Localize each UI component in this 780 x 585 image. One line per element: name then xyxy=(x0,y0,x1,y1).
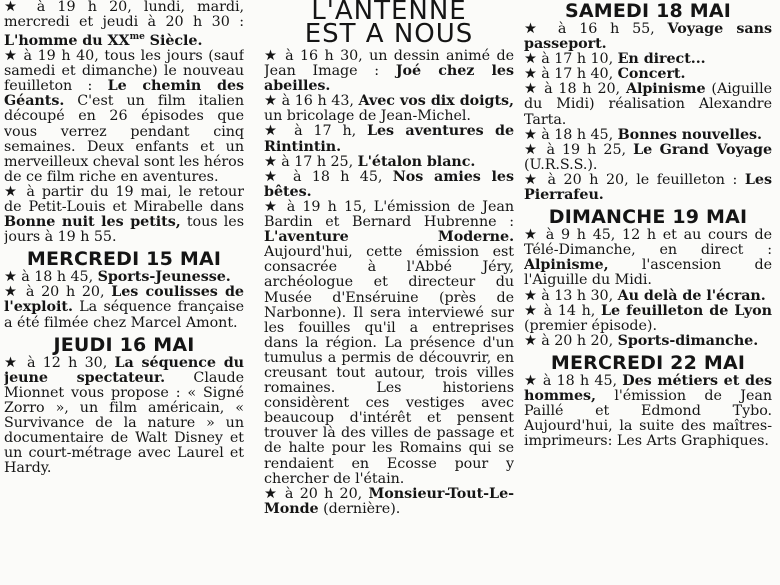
listing-entry: ★ à 17 h 10, En direct... xyxy=(524,51,706,68)
star-bullet-icon: ★ xyxy=(524,66,537,83)
column-1 xyxy=(4,0,244,476)
program-title: Bonne nuit les petits, xyxy=(4,214,181,231)
day-heading: JEUDI 16 MAI xyxy=(53,333,195,356)
star-bullet-icon: ★ xyxy=(524,332,537,349)
listing-entry: ★ à 18 h 45, Bonnes nouvelles. xyxy=(524,126,762,143)
program-title: Les aventures de Rintintin. xyxy=(264,123,514,155)
section-title: L'ANTENNE xyxy=(311,0,467,26)
star-bullet-icon: ★ xyxy=(524,171,540,188)
star-bullet-icon: ★ xyxy=(524,227,540,244)
program-title: L'aventure Moderne. xyxy=(264,229,514,246)
day-heading: MERCREDI 22 MAI xyxy=(550,351,746,374)
star-bullet-icon: ★ xyxy=(524,21,546,37)
listing-entry: ★ à 17 h 25, L'étalon blanc. xyxy=(264,153,476,170)
program-title: Au delà de l'écran. xyxy=(617,287,766,304)
listing-entry: ★ à 19 h 15, L'émission de Jean Bardin et Bernard Hubrenne : L'aventure Moderne. Aujourd'hui, cette émission est consacrée à l'Abbé Jéry, archéologue et directeur du Musée d'Enséruine (près de Narbonne). Il sera interviewé sur les fouilles qu'il a entreprises dans la région. La présence d'un tumulus a permis de découvrir, en creusant tout autour, trois villes romaines. Les historiens considèrent ces vestiges avec beaucoup d'intérêt et pensent trouver là des villes de passage et de halte pour les Romains qui se rendaient en Ecosse pour y chercher de l'étain. xyxy=(264,198,514,487)
program-title: Joé chez les abeilles. xyxy=(264,63,514,95)
day-heading: MERCREDI 15 MAI xyxy=(26,248,222,271)
program-title: Des métiers et des hommes, xyxy=(524,372,772,404)
star-bullet-icon: ★ xyxy=(524,51,537,68)
listing-entry: ★ à 19 h 40, tous les jours (sauf samedi et dimanche) le nouveau feuilleton : Le chemin des Géants. C'est un film italien découpé en 26 épisodes que vous verrez pendant cinq semaines. Deux enfants et un merveilleux cheval sont les héros de ce film riche en aventures. xyxy=(4,48,244,185)
star-bullet-icon: ★ xyxy=(524,81,539,98)
listing-entry: ★ à 12 h 30, La séquence du jeune spectateur. Claude Mionnet vous propose : « Signé Zorro », un film américain, « Survivance de la nature » un documentaire de Walt Disney et un court-métrage avec Laurel et Hardy. xyxy=(4,354,244,477)
program-title: Les coulisses de l'exploit. xyxy=(4,284,244,316)
section-title-line-2: EST A NOUS xyxy=(304,19,474,49)
listing-entry: ★ à 14 h, Le feuilleton de Lyon (premier épisode). xyxy=(524,302,772,334)
listing-entry: ★ à 16 h 55, Voyage sans passeport. xyxy=(524,21,772,53)
program-title: Sports-dimanche. xyxy=(617,332,759,349)
star-bullet-icon: ★ xyxy=(4,48,18,65)
star-bullet-icon: ★ xyxy=(264,123,284,140)
star-bullet-icon: ★ xyxy=(524,141,540,158)
star-bullet-icon: ★ xyxy=(524,302,538,319)
program-title: En direct... xyxy=(617,51,706,68)
star-bullet-icon: ★ xyxy=(264,153,277,170)
column-2 xyxy=(264,0,514,517)
star-bullet-icon: ★ xyxy=(4,0,25,15)
listing-entry: ★ à 19 h 20, lundi, mardi, mercredi et jeudi à 20 h 30 : L'homme du $XX^{me}$ Siècle. xyxy=(4,0,244,49)
program-title: Alpinisme, xyxy=(524,257,609,274)
listing-entry: ★ à 18 h 45, Sports-Jeunesse. xyxy=(4,269,231,286)
listing-entry: ★ à 18 h 45, Nos amies les bêtes. xyxy=(264,168,514,200)
program-title: Nos amies les bêtes. xyxy=(264,168,514,200)
program-title: L'étalon blanc. xyxy=(357,153,476,170)
program-title: L'homme du $XX^{me}$ Siècle. xyxy=(4,32,203,49)
star-bullet-icon: ★ xyxy=(4,354,20,371)
program-title: Concert. xyxy=(617,66,686,83)
program-title: Le Grand Voyage xyxy=(633,141,772,158)
day-heading: SAMEDI 18 MAI xyxy=(564,0,732,22)
star-bullet-icon: ★ xyxy=(264,48,279,64)
listing-entry: ★ à 16 h 43, Avec vos dix doigts, un bricolage de Jean-Michel. xyxy=(264,93,514,125)
listing-entry: ★ à 9 h 45, 12 h et au cours de Télé-Dimanche, en direct : Alpinisme, l'ascension de l'Aiguille du Midi. xyxy=(524,227,772,289)
star-bullet-icon: ★ xyxy=(524,126,537,143)
day-heading: DIMANCHE 19 MAI xyxy=(548,206,748,229)
star-bullet-icon: ★ xyxy=(264,198,280,215)
listing-entry: ★ à 20 h 20, Les coulisses de l'exploit. La séquence française a été filmée chez Marcel Amont. xyxy=(4,284,244,331)
listing-entry: ★ à 20 h 20, le feuilleton : Les Pierrafeu. xyxy=(524,171,772,204)
program-title: Alpinisme xyxy=(625,81,706,98)
program-title: Le feuilleton de Lyon xyxy=(600,302,772,319)
listing-entry: ★ à 17 h, Les aventures de Rintintin. xyxy=(264,123,514,155)
program-title: Les Pierrafeu. xyxy=(524,171,772,204)
star-bullet-icon: ★ xyxy=(524,287,537,304)
program-title: Monsieur-Tout-Le-Monde xyxy=(264,485,514,517)
program-title: Avec vos dix doigts, xyxy=(358,93,514,110)
listing-entry: ★ à 20 h 20, Monsieur-Tout-Le-Monde (dernière). xyxy=(264,485,514,517)
program-title: Bonnes nouvelles. xyxy=(617,126,762,143)
listing-entry: ★ à partir du 19 mai, le retour de Petit-Louis et Mirabelle dans Bonne nuit les petits, tous les jours à 19 h 55. xyxy=(4,183,244,246)
star-bullet-icon: ★ xyxy=(4,284,20,301)
star-bullet-icon: ★ xyxy=(264,485,279,502)
star-bullet-icon: ★ xyxy=(4,269,17,286)
listing-entry: ★ à 18 h 45, Des métiers et des hommes, l'émission de Jean Paillé et Edmond Tybo. Aujourd'hui, la suite des maîtres-imprimeurs: Les Arts Graphiques. xyxy=(524,372,772,450)
star-bullet-icon: ★ xyxy=(264,93,277,110)
program-title: Sports-Jeunesse. xyxy=(97,269,231,286)
listing-entry: ★ à 13 h 30, Au delà de l'écran. xyxy=(524,287,766,304)
column-3 xyxy=(524,0,772,449)
listing-entry: ★ à 19 h 25, Le Grand Voyage (U.R.S.S.). xyxy=(524,141,772,173)
star-bullet-icon: ★ xyxy=(524,372,538,389)
listing-entry: ★ à 20 h 20, Sports-dimanche. xyxy=(524,332,759,349)
listing-entry: ★ à 18 h 20, Alpinisme (Aiguille du Midi) réalisation Alexandre Tarta. xyxy=(524,81,772,128)
star-bullet-icon: ★ xyxy=(4,183,20,200)
program-title: La séquence du jeune spectateur. xyxy=(4,354,244,386)
star-bullet-icon: ★ xyxy=(264,168,283,185)
listing-entry: ★ à 17 h 40, Concert. xyxy=(524,66,686,83)
listing-entry: ★ à 16 h 30, un dessin animé de Jean Image : Joé chez les abeilles. xyxy=(264,48,514,95)
program-title: Le chemin des Géants. xyxy=(4,78,244,110)
program-title: Voyage sans passeport. xyxy=(524,21,772,53)
